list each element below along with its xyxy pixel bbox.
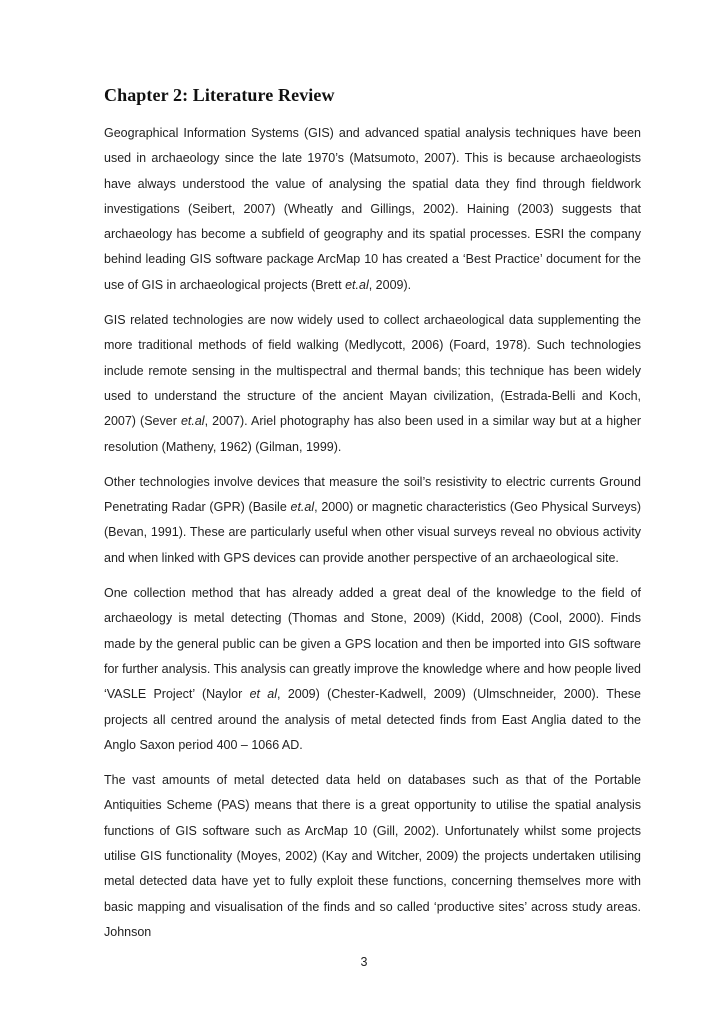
- text-run: Other technologies involve devices that measure the soil’s resistivity to electric currents Ground Penetrating Radar (GPR) (Basile: [104, 474, 641, 515]
- italic-citation: et.al: [345, 277, 369, 292]
- italic-citation: et.al: [290, 500, 315, 515]
- paragraph-2: [104, 308, 641, 460]
- paragraph-1: [104, 121, 641, 298]
- text-run: , 2000) or magnetic characteristics (Geo Physical Surveys) (Bevan, 1991). These are particularly useful when other visual surveys reveal no obvious activity and when linked with GPS devices can provide another perspective of an archaeological site.: [104, 500, 642, 565]
- text-run: GIS related technologies are now widely used to collect archaeological data supplementing the more traditional methods of field walking (Medlycott, 2006) (Foard, 1978). Such technologies include remote sensing in the multispectral and thermal bands; this technique has been widely used to understand the structure of the ancient Mayan civilization, (Estrada-Belli and Koch, 2007) (Sever: [104, 313, 641, 429]
- text-run: , 2009).: [368, 277, 412, 292]
- italic-citation: et al: [249, 687, 278, 702]
- paragraph-4: [104, 581, 641, 758]
- paragraph-5: [104, 768, 641, 945]
- text-run: The vast amounts of metal detected data held on databases such as that of the Portable Antiquities Scheme (PAS) means that there is a great opportunity to utilise the spatial analysis functions of GIS software such as ArcMap 10 (Gill, 2002). Unfortunately whilst some projects utilise GIS functionality (Moyes, 2002) (Kay and Witcher, 2009) the projects undertaken utilising metal detected data have yet to fully exploit these functions, concerning themselves more with basic mapping and visualisation of the finds and so called ‘productive sites’ across study areas. Johnson: [104, 773, 641, 939]
- chapter-title: Chapter 2: Literature Review: [104, 85, 335, 105]
- text-run: One collection method that has already added a great deal of the knowledge to the field of archaeology is metal detecting (Thomas and Stone, 2009) (Kidd, 2008) (Cool, 2000). Finds made by the general public can be given a GPS location and then be imported into GIS software for further analysis. This analysis can greatly improve the knowledge where and how people lived ‘VASLE Project’ (Naylor: [104, 586, 641, 702]
- page-number: 3: [360, 955, 368, 969]
- paragraph-3: [104, 470, 641, 571]
- text-run: Geographical Information Systems (GIS) and advanced spatial analysis techniques have been used in archaeology since the late 1970’s (Matsumoto, 2007). This is because archaeologists have always understood the value of analysing the spatial data they find through fieldwork investigations (Seibert, 2007) (Wheatly and Gillings, 2002). Haining (2003) suggests that archaeology has become a subfield of geography and its spatial processes. ESRI the company behind leading GIS software package ArcMap 10 has created a ‘Best Practice’ document for the use of GIS in archaeological projects (Brett: [104, 126, 641, 292]
- document-body: [104, 85, 641, 955]
- italic-citation: et.al: [180, 414, 205, 429]
- text-run: , 2007). Ariel photography has also been used in a similar way but at a higher resolution (Matheny, 1962) (Gilman, 1999).: [104, 414, 642, 454]
- text-run: , 2009) (Chester-Kadwell, 2009) (Ulmschneider, 2000). These projects all centred around the analysis of metal detected finds from East Anglia dated to the Anglo Saxon period 400 – 1066 AD.: [104, 687, 641, 752]
